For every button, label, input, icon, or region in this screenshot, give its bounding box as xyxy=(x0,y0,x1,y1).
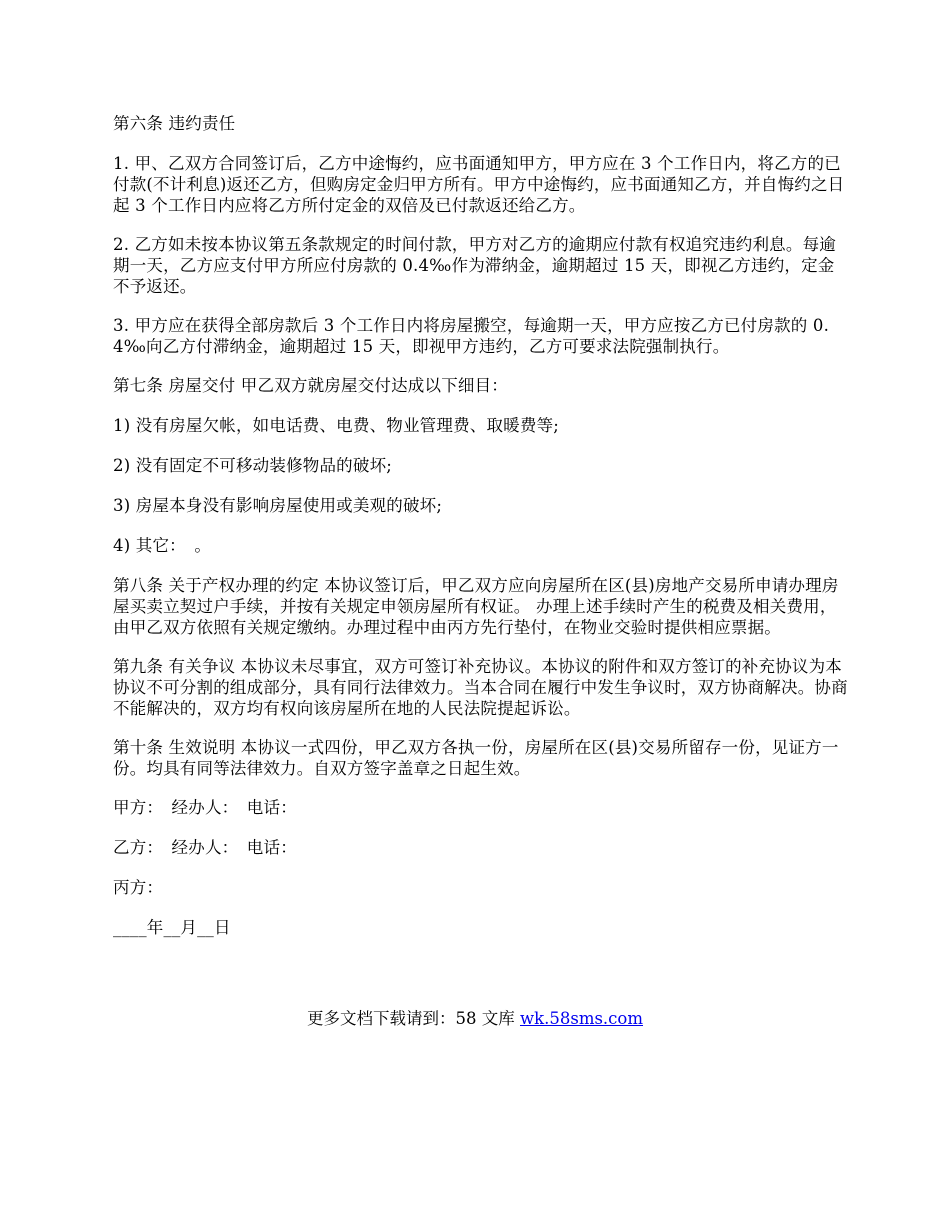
article-7-item-1: 1) 没有房屋欠帐，如电话费、电费、物业管理费、取暖费等; xyxy=(113,416,560,435)
article-7-item-4: 4) 其它： 。 xyxy=(113,536,212,555)
footer-link[interactable]: wk.58sms.com xyxy=(519,1009,643,1028)
article-6-clause-1: 1. 甲、乙双方合同签订后，乙方中途悔约，应书面通知甲方，甲方应在 3 个工作日内，将乙方的已付款(不计利息)返还乙方，但购房定金归甲方所有。甲方中途悔约，应书面通知乙方，并自悔约之日起 3 个工作日内应将乙方所付定金的双倍及已付款返还给乙方。 xyxy=(113,154,845,215)
party-c-signature-line: 丙方： xyxy=(113,878,164,897)
article-7-item-3: 3) 房屋本身没有影响房屋使用或美观的破坏; xyxy=(113,496,443,515)
article-6-heading: 第六条 违约责任 xyxy=(113,114,236,133)
article-7-item-2: 2) 没有固定不可移动装修物品的破坏; xyxy=(113,456,393,475)
date-line: ____年__月__日 xyxy=(113,918,231,937)
document-body xyxy=(113,113,848,957)
download-footer xyxy=(0,1008,950,1030)
footer-text: 更多文档下载请到：58 文库 xyxy=(306,1009,520,1028)
article-6-clause-3: 3. 甲方应在获得全部房款后 3 个工作日内将房屋搬空，每逾期一天，甲方应按乙方已付房款的 0.4‰向乙方付滞纳金，逾期超过 15 天，即视甲方违约，乙方可要求法院强制执行。 xyxy=(113,316,830,356)
party-a-signature-line: 甲方： 经办人： 电话： xyxy=(113,798,297,817)
article-8: 第八条 关于产权办理的约定 本协议签订后，甲乙双方应向房屋所在区(县)房地产交易所申请办理房屋买卖立契过户手续，并按有关规定申领房屋所有权证。 办理上述手续时产生的税费及相关费用，由甲乙双方依照有关规定缴纳。办理过程中由丙方先行垫付，在物业交验时提供相应票据。 xyxy=(113,576,839,637)
party-b-signature-line: 乙方： 经办人： 电话： xyxy=(113,838,297,857)
article-7-heading: 第七条 房屋交付 甲乙双方就房屋交付达成以下细目： xyxy=(113,376,508,395)
article-6-clause-2: 2. 乙方如未按本协议第五条款规定的时间付款，甲方对乙方的逾期应付款有权追究违约利息。每逾期一天，乙方应支付甲方所应付房款的 0.4‰作为滞纳金，逾期超过 15 天，即视乙方违约，定金不予返还。 xyxy=(113,235,836,296)
article-9: 第九条 有关争议 本协议未尽事宜，双方可签订补充协议。本协议的附件和双方签订的补充协议为本协议不可分割的组成部分，具有同行法律效力。当本合同在履行中发生争议时，双方协商解决。协商不能解决的，双方均有权向该房屋所在地的人民法院提起诉讼。 xyxy=(113,657,848,718)
article-10: 第十条 生效说明 本协议一式四份，甲乙双方各执一份，房屋所在区(县)交易所留存一份，见证方一份。均具有同等法律效力。自双方签字盖章之日起生效。 xyxy=(113,738,839,778)
